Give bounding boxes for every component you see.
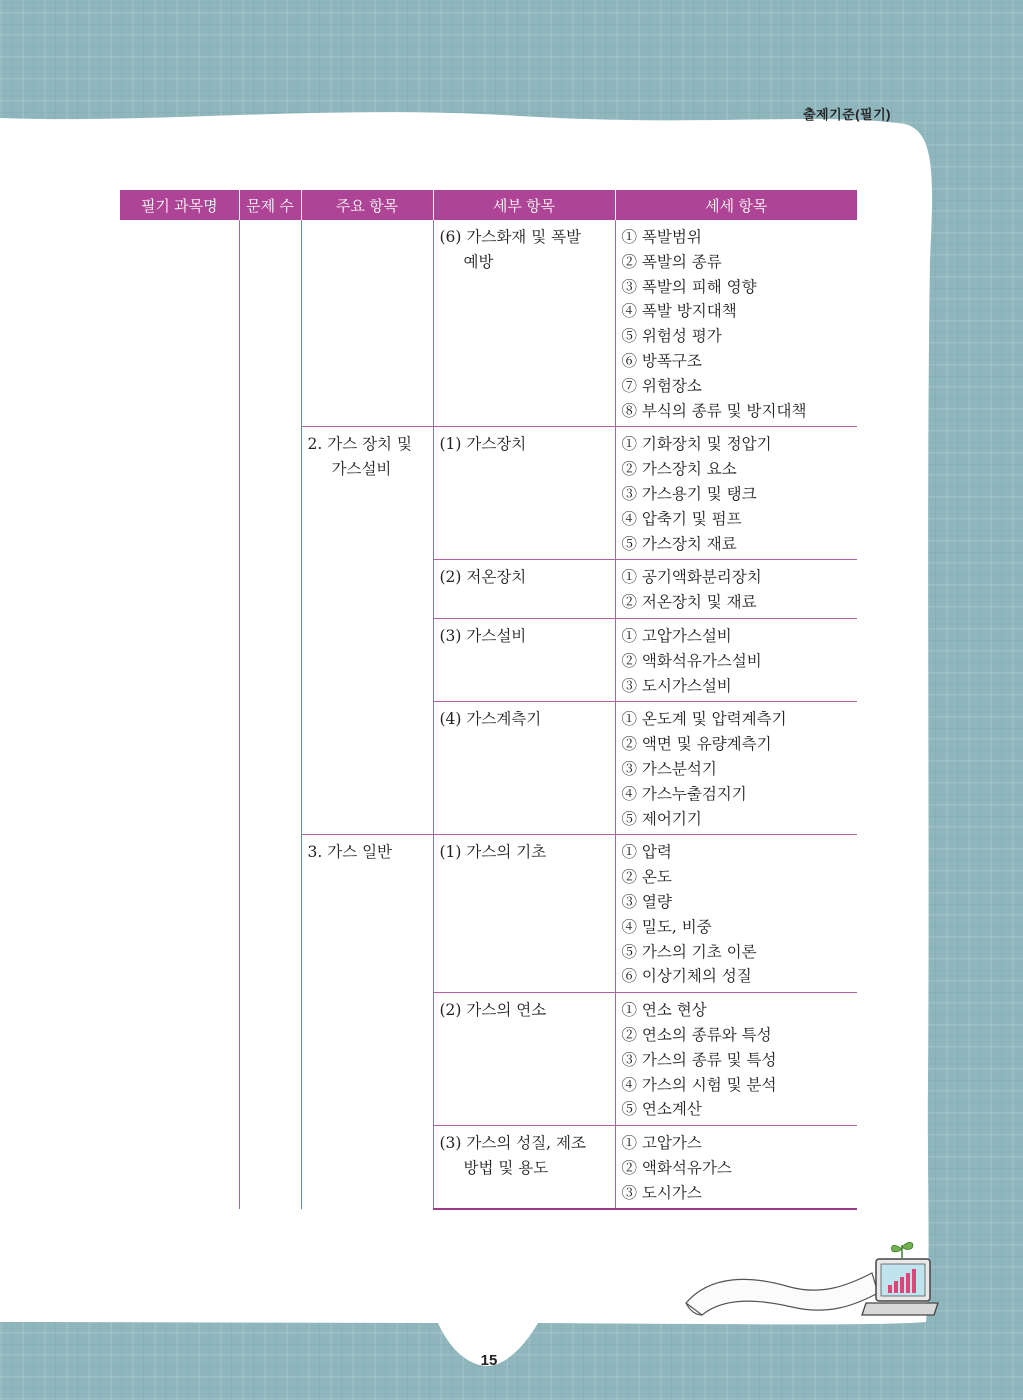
detail-item: ① 압력 (621, 843, 672, 862)
sub-item-title: (1) 가스장치 (439, 435, 527, 454)
col-header-subject: 필기 과목명 (120, 190, 239, 220)
main-item-cell (301, 220, 433, 427)
main-item-title: 가스설비 (331, 460, 392, 479)
sub-item-title: (2) 저온장치 (439, 568, 527, 587)
laptop-scroll-illustration (680, 1235, 940, 1330)
detail-item: ③ 폭발의 피해 영향 (621, 277, 757, 296)
main-item-cell (301, 427, 433, 835)
detail-item-cell (615, 560, 857, 619)
detail-item: ① 폭발범위 (621, 228, 702, 246)
detail-item: ① 고압가스설비 (621, 626, 732, 645)
detail-item-cell (615, 220, 857, 427)
detail-item: ⑧ 부식의 종류 및 방지대책 (621, 401, 807, 420)
detail-item: ⑤ 가스의 기초 이론 (621, 942, 757, 961)
detail-item: ③ 도시가스설비 (621, 676, 732, 695)
detail-item-cell (615, 993, 857, 1126)
sub-item-cell (433, 560, 615, 619)
detail-item: ① 고압가스 (621, 1134, 702, 1153)
table-header-row (120, 190, 857, 220)
col-header-sub-item: 세부 항목 (433, 190, 615, 220)
sub-item-cell (433, 427, 615, 560)
sub-item-title: (6) 가스화재 및 폭발 (439, 228, 582, 246)
detail-item: ① 연소 현상 (621, 1001, 707, 1020)
sub-item-title: (1) 가스의 기초 (439, 843, 547, 862)
detail-item: ④ 밀도, 비중 (621, 917, 712, 936)
detail-item-cell (615, 618, 857, 701)
main-item-title: 2. 가스 장치 및 (307, 435, 412, 454)
col-header-main-item: 주요 항목 (301, 190, 433, 220)
detail-item: ② 연소의 종류와 특성 (621, 1025, 772, 1044)
sub-item-cell (433, 702, 615, 835)
syllabus-table (120, 190, 857, 1210)
section-label: 출제기준(필기) (802, 107, 891, 122)
detail-item: ③ 열량 (621, 892, 672, 911)
detail-item: ③ 가스의 종류 및 특성 (621, 1050, 777, 1069)
detail-item: ① 온도계 및 압력계측기 (621, 710, 787, 729)
detail-item-cell (615, 427, 857, 560)
sub-item-title: (4) 가스계측기 (439, 710, 542, 729)
main-item-title: 3. 가스 일반 (307, 843, 393, 862)
sub-item-cell (433, 220, 615, 427)
detail-item: ④ 가스의 시험 및 분석 (621, 1075, 777, 1094)
subject-cell (120, 220, 239, 1209)
main-item-cell (301, 835, 433, 1210)
sub-item-title: (3) 가스의 성질, 제조 (439, 1134, 586, 1153)
detail-item: ⑥ 이상기체의 성질 (621, 967, 752, 986)
detail-item: ⑤ 가스장치 재료 (621, 534, 737, 553)
col-header-detail-item: 세세 항목 (615, 190, 857, 220)
detail-item: ② 액화석유가스 (621, 1158, 732, 1177)
detail-item: ① 공기액화분리장치 (621, 568, 762, 587)
detail-item: ④ 폭발 방지대책 (621, 302, 737, 321)
detail-item: ③ 가스분석기 (621, 759, 717, 778)
detail-item: ② 액면 및 유량계측기 (621, 735, 772, 754)
count-cell (239, 220, 301, 1209)
detail-item-cell (615, 702, 857, 835)
detail-item: ① 기화장치 및 정압기 (621, 435, 772, 454)
detail-item-cell (615, 1126, 857, 1210)
sub-item-title: (3) 가스설비 (439, 626, 527, 645)
detail-item: ③ 도시가스 (621, 1183, 702, 1202)
page-number: 15 (480, 1352, 498, 1369)
detail-item: ② 가스장치 요소 (621, 460, 737, 479)
detail-item: ② 액화석유가스설비 (621, 651, 762, 670)
col-header-count: 문제 수 (239, 190, 301, 220)
sub-item-title: (2) 가스의 연소 (439, 1001, 547, 1020)
detail-item: ③ 가스용기 및 탱크 (621, 484, 757, 503)
detail-item: ⑤ 연소계산 (621, 1100, 702, 1119)
sub-item-title: 방법 및 용도 (463, 1158, 549, 1177)
detail-item: ② 폭발의 종류 (621, 252, 722, 271)
detail-item: ④ 가스누출검지기 (621, 784, 747, 803)
detail-item-cell (615, 835, 857, 993)
sub-item-cell (433, 618, 615, 701)
sub-item-cell (433, 1126, 615, 1210)
detail-item: ② 온도 (621, 868, 672, 887)
detail-item: ⑥ 방폭구조 (621, 351, 702, 370)
detail-item: ⑤ 위험성 평가 (621, 327, 722, 346)
detail-item: ② 저온장치 및 재료 (621, 593, 757, 612)
detail-item: ④ 압축기 및 펌프 (621, 509, 742, 528)
sub-item-cell (433, 993, 615, 1126)
sub-item-cell (433, 835, 615, 993)
detail-item: ⑦ 위험장소 (621, 376, 702, 395)
sub-item-title: 예방 (463, 252, 494, 271)
detail-item: ⑤ 제어기기 (621, 809, 702, 828)
table-row (120, 220, 857, 427)
